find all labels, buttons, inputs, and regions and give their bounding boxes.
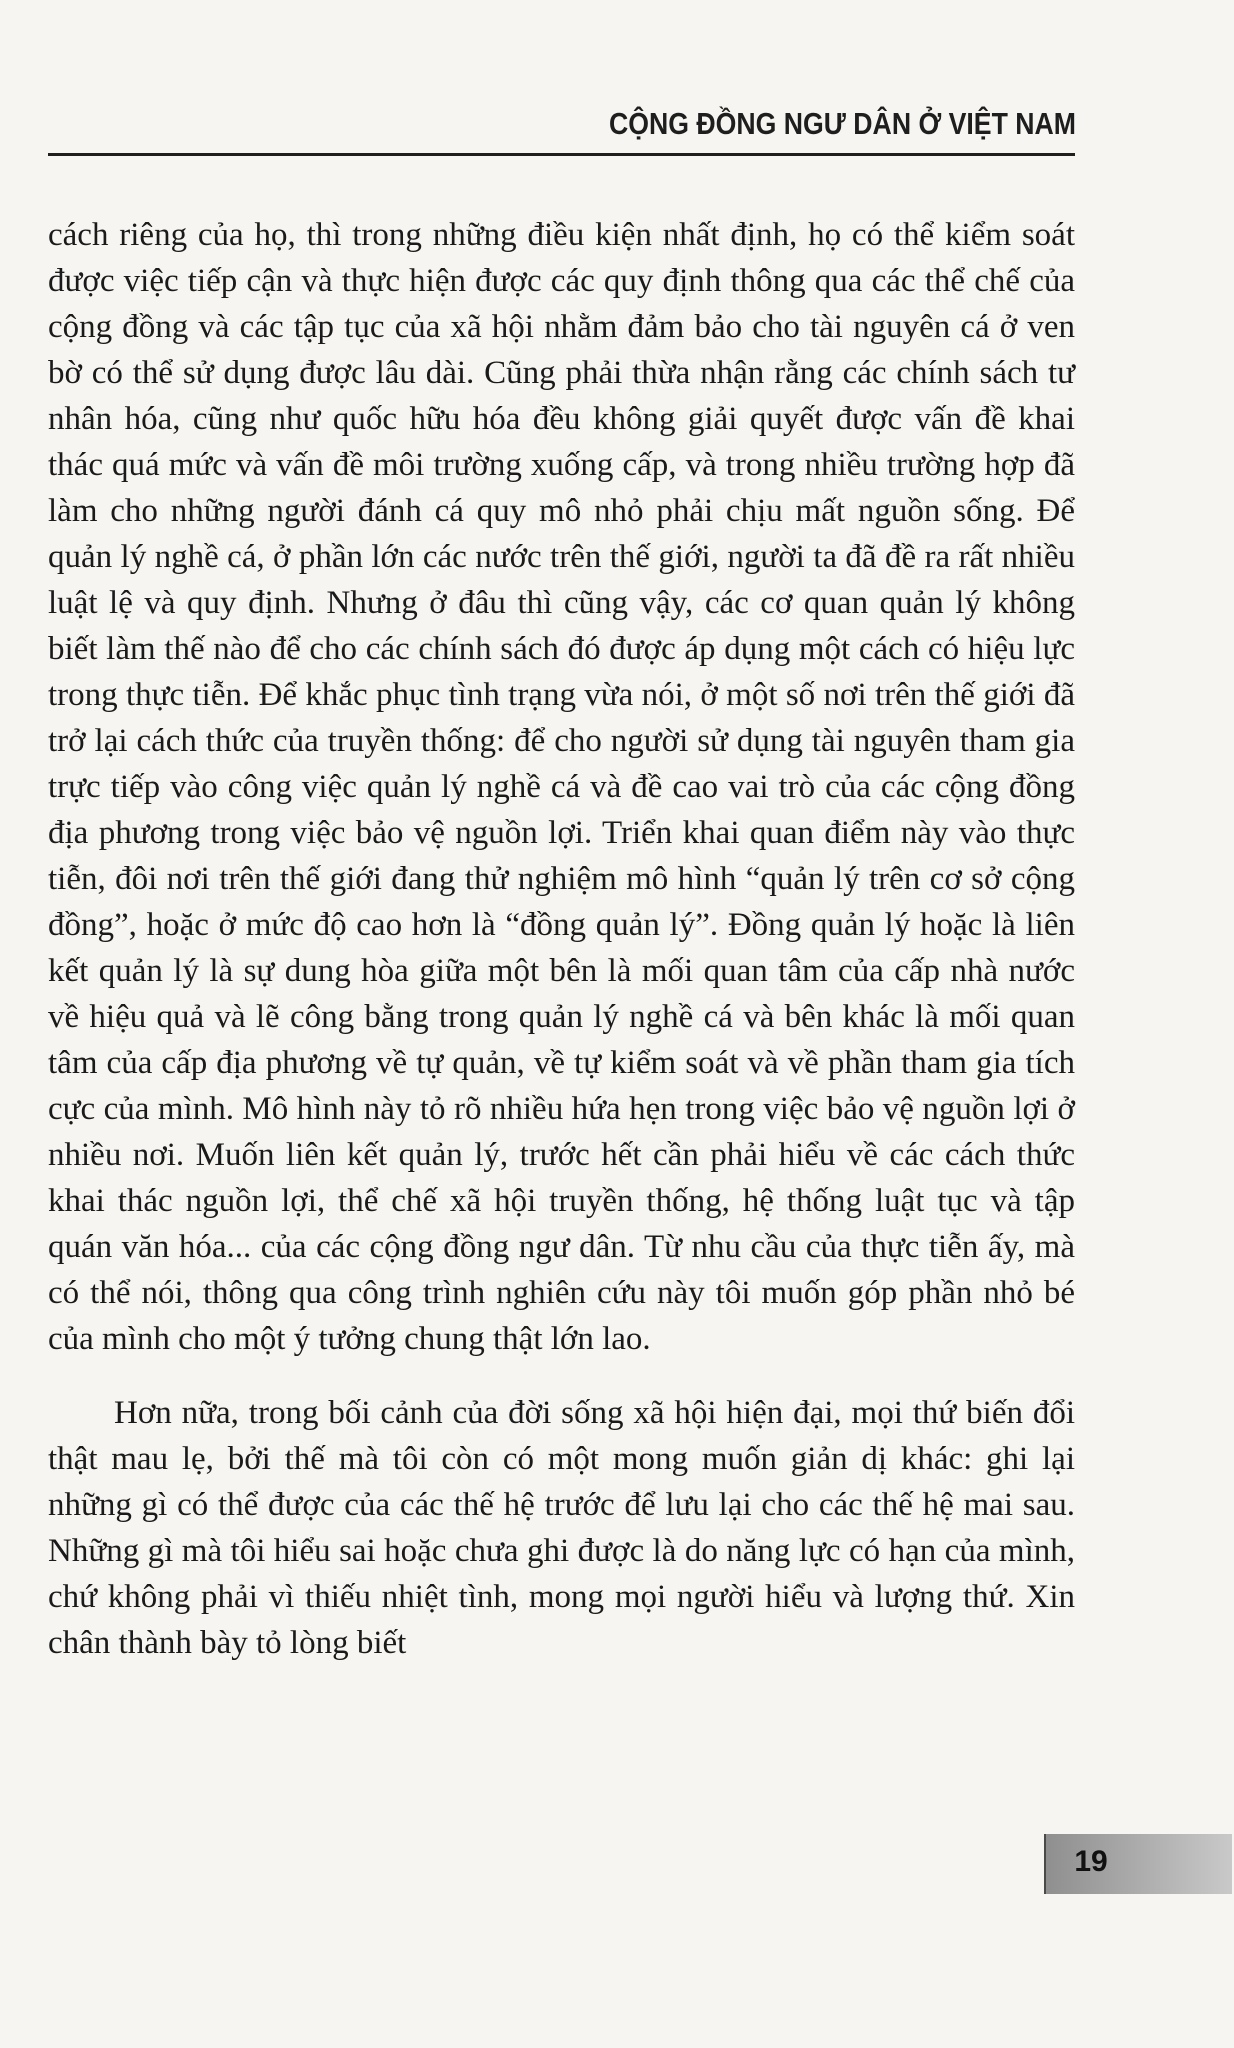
body-text — [48, 212, 1075, 1666]
page-number: 19 — [1074, 1845, 1108, 1878]
running-header: CỘNG ĐỒNG NGƯ DÂN Ở VIỆT NAM — [609, 106, 1076, 141]
header-divider — [48, 153, 1075, 156]
paragraph-2: Hơn nữa, trong bối cảnh của đời sống xã hội hiện đại, mọi thứ biến đổi thật mau lẹ, bởi thế mà tôi còn có một mong muốn giản dị khác: ghi lại những gì có thể được của các thế hệ trước để lưu lại cho các thế hệ mai sau. Những gì mà tôi hiểu sai hoặc chưa ghi được là do năng lực có hạn của mình, chứ không phải vì thiếu nhiệt tình, mong mọi người hiểu và lượng thứ. Xin chân thành bày tỏ lòng biết — [48, 1395, 1075, 1661]
paragraph-1: cách riêng của họ, thì trong những điều kiện nhất định, họ có thể kiểm soát được việc tiếp cận và thực hiện được các quy định thông qua các thể chế của cộng đồng và các tập tục của xã hội nhằm đảm bảo cho tài nguyên cá ở ven bờ có thể sử dụng được lâu dài. Cũng phải thừa nhận rằng các chính sách tư nhân hóa, cũng như quốc hữu hóa đều không giải quyết được vấn đề khai thác quá mức và vấn đề môi trường xuống cấp, và trong nhiều trường hợp đã làm cho những người đánh cá quy mô nhỏ phải chịu mất nguồn sống. Để quản lý nghề cá, ở phần lớn các nước trên thế giới, người ta đã đề ra rất nhiều luật lệ và quy định. Nhưng ở đâu thì cũng vậy, các cơ quan quản lý không biết làm thế nào để cho các chính sách đó được áp dụng một cách có hiệu lực trong thực tiễn. Để khắc phục tình trạng vừa nói, ở một số nơi trên thế giới đã trở lại cách thức của truyền thống: để cho người sử dụng tài nguyên tham gia trực tiếp vào công việc quản lý nghề cá và đề cao vai trò của các cộng đồng địa phương trong việc bảo vệ nguồn lợi. Triển khai quan điểm này vào thực tiễn, đôi nơi trên thế giới đang thử nghiệm mô hình “quản lý trên cơ sở cộng đồng”, hoặc ở mức độ cao hơn là “đồng quản lý”. Đồng quản lý hoặc là liên kết quản lý là sự dung hòa giữa một bên là mối quan tâm của cấp nhà nước về hiệu quả và lẽ công bằng trong quản lý nghề cá và bên khác là mối quan tâm của cấp địa phương về tự quản, về tự kiểm soát và về phần tham gia tích cực của mình. Mô hình này tỏ rõ nhiều hứa hẹn trong việc bảo vệ nguồn lợi ở nhiều nơi. Muốn liên kết quản lý, trước hết cần phải hiểu về các cách thức khai thác nguồn lợi, thể chế xã hội truyền thống, hệ thống luật tục và tập quán văn hóa... của các cộng đồng ngư dân. Từ nhu cầu của thực tiễn ấy, mà có thể nói, thông qua công trình nghiên cứu này tôi muốn góp phần nhỏ bé của mình cho một ý tưởng chung thật lớn lao. — [48, 217, 1075, 1357]
